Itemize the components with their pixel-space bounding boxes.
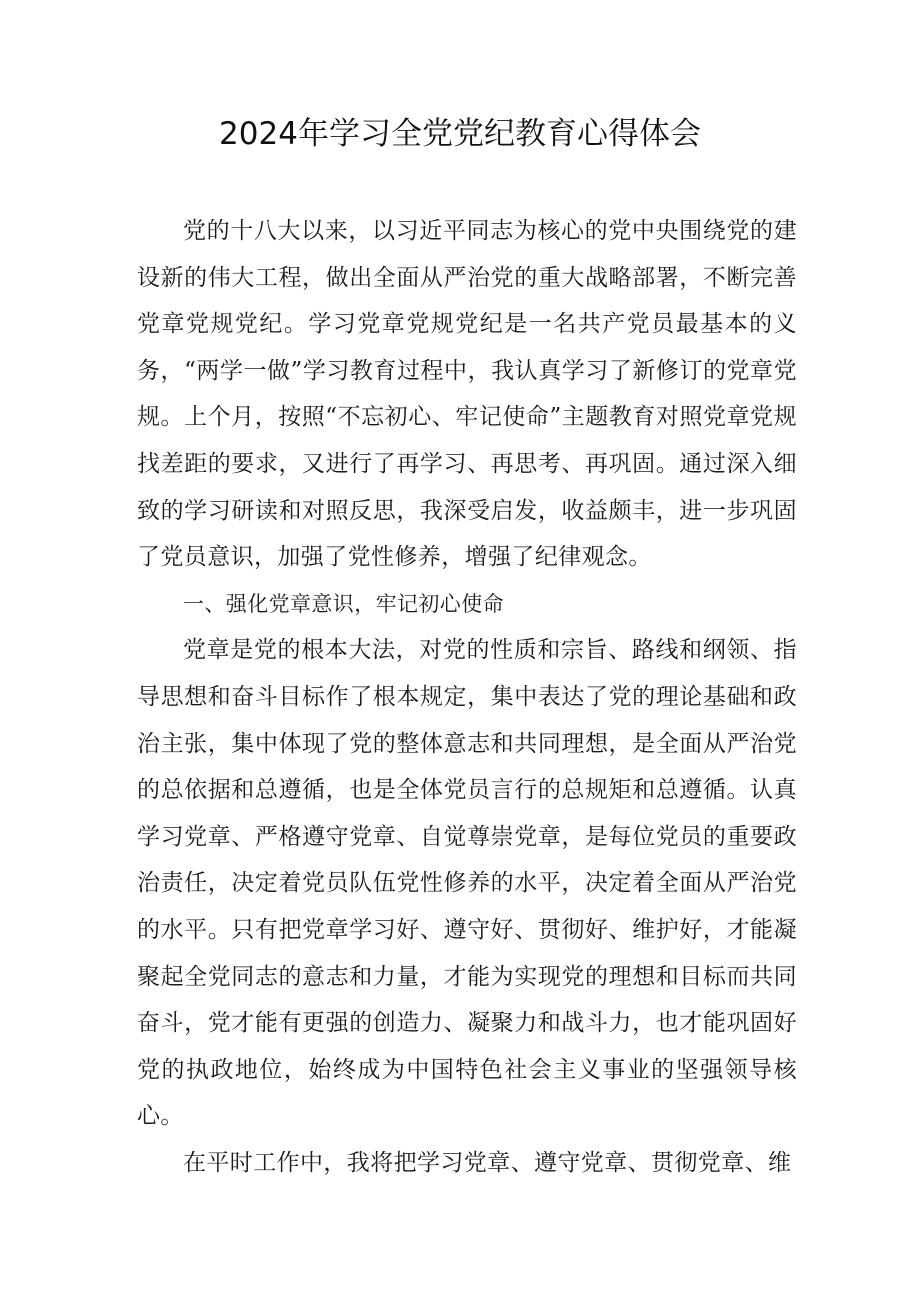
- document-body: [137, 208, 797, 1186]
- paragraph-party-constitution: 党章是党的根本大法，对党的性质和宗旨、路线和纲领、指导思想和奋斗目标作了根本规定，集中表达了党的理论基础和政治主张，集中体现了党的整体意志和共同理想，是全面从严治党的总依据和总遵循，也是全体党员言行的总规矩和总遵循。认真学习党章、严格遵守党章、自觉尊崇党章，是每位党员的重要政治责任，决定着党员队伍党性修养的水平，决定着全面从严治党的水平。只有把党章学习好、遵守好、贯彻好、维护好，才能凝聚起全党同志的意志和力量，才能为实现党的理想和目标而共同奋斗，党才能有更强的创造力、凝聚力和战斗力，也才能巩固好党的执政地位，始终成为中国特色社会主义事业的坚强领导核心。: [137, 637, 797, 1130]
- section-heading-1: 一、强化党章意识，牢记初心使命: [183, 591, 504, 616]
- paragraph-intro: 党的十八大以来，以习近平同志为核心的党中央围绕党的建设新的伟大工程，做出全面从严治党的重大战略部署，不断完善党章党规党纪。学习党章党规党纪是一名共产党员最基本的义务，“两学一做”学习教育过程中，我认真学习了新修订的党章党规。上个月，按照“不忘初心、牢记使命”主题教育对照党章党规找差距的要求，又进行了再学习、再思考、再巩固。通过深入细致的学习研读和对照反思，我深受启发，收益颇丰，进一步巩固了党员意识，加强了党性修养，增强了纪律观念。: [137, 218, 797, 571]
- document-title: 2024年学习全党党纪教育心得体会: [219, 116, 701, 152]
- paragraph-daily-work: 在平时工作中，我将把学习党章、遵守党章、贯彻党章、维: [183, 1149, 792, 1176]
